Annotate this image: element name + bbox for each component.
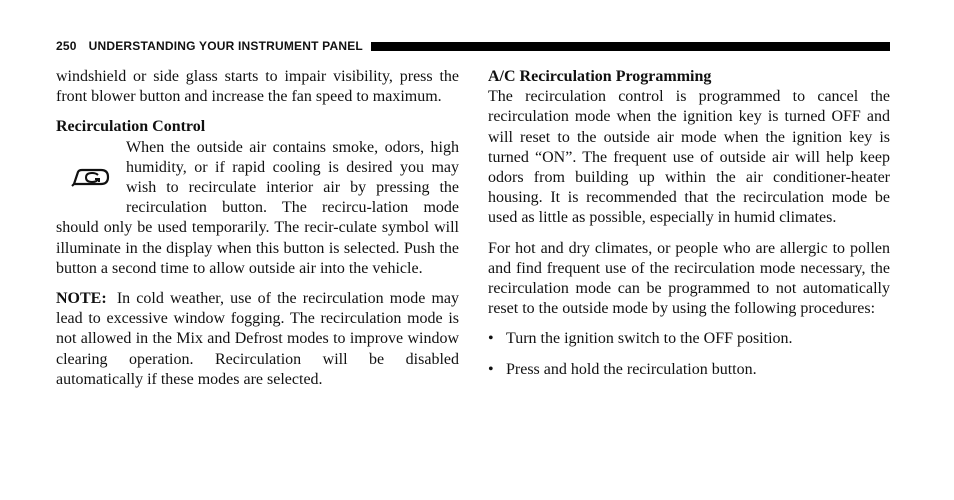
page-header bbox=[56, 36, 890, 56]
section-title: UNDERSTANDING YOUR INSTRUMENT PANEL bbox=[88, 39, 363, 53]
list-item bbox=[488, 329, 890, 349]
list-item bbox=[488, 360, 890, 380]
hot-dry-paragraph: For hot and dry climates, or people who are allergic to pollen and find frequent use of the recirculation mode necessary, the recirculation mode can be programmed to not automatically reset to the outside mode by using the following procedures: bbox=[488, 239, 890, 318]
bullet-icon: • bbox=[488, 360, 494, 378]
list-item-text: Press and hold the recirculation button. bbox=[506, 360, 757, 378]
note-paragraph bbox=[56, 289, 459, 390]
programming-paragraph: The recirculation control is programmed to cancel the recirculation mode when the ignition key is turned OFF and will reset to the outside air mode when the ignition key is turned “ON”. The frequent use of outside air will help keep odors from building up within the air conditioner-heater housing. It is recommended that the recirculation mode be used as little as possible, especially in humid climates. bbox=[488, 88, 890, 227]
blower-paragraph: windshield or side glass starts to impair visibility, press the front blower button and increase the fan speed to maximum. bbox=[56, 68, 459, 106]
note-label: NOTE: bbox=[56, 290, 107, 308]
recirculation-heading: Recirculation Control bbox=[56, 118, 206, 136]
page-number: 250 bbox=[56, 39, 77, 53]
recirculation-body bbox=[56, 138, 459, 279]
list-item-text: Turn the ignition switch to the OFF position. bbox=[506, 330, 793, 348]
procedure-list bbox=[488, 329, 890, 379]
recirculation-paragraph: When the outside air contains smoke, odors, high humidity, or if rapid cooling is desired you may wish to recirculate interior air by pressing the recirculation button. The recircu-lation mode should only be used temporarily. The recir-culate symbol will illuminate in the display when this button is selected. Push the button a second time to allow outside air into the vehicle. bbox=[56, 138, 459, 277]
bullet-icon: • bbox=[488, 330, 494, 348]
ac-recirculation-heading: A/C Recirculation Programming bbox=[488, 68, 712, 85]
note-text: In cold weather, use of the recirculation mode may lead to excessive window fogging. The recirculation mode is not allowed in the Mix and Defrost modes to improve window clearing operation. Recirculation will be disabled automatically if these modes are selected. bbox=[56, 290, 460, 388]
recirculation-icon bbox=[56, 138, 126, 218]
header-rule bbox=[371, 42, 890, 51]
left-column bbox=[56, 67, 459, 390]
right-column bbox=[488, 67, 890, 390]
